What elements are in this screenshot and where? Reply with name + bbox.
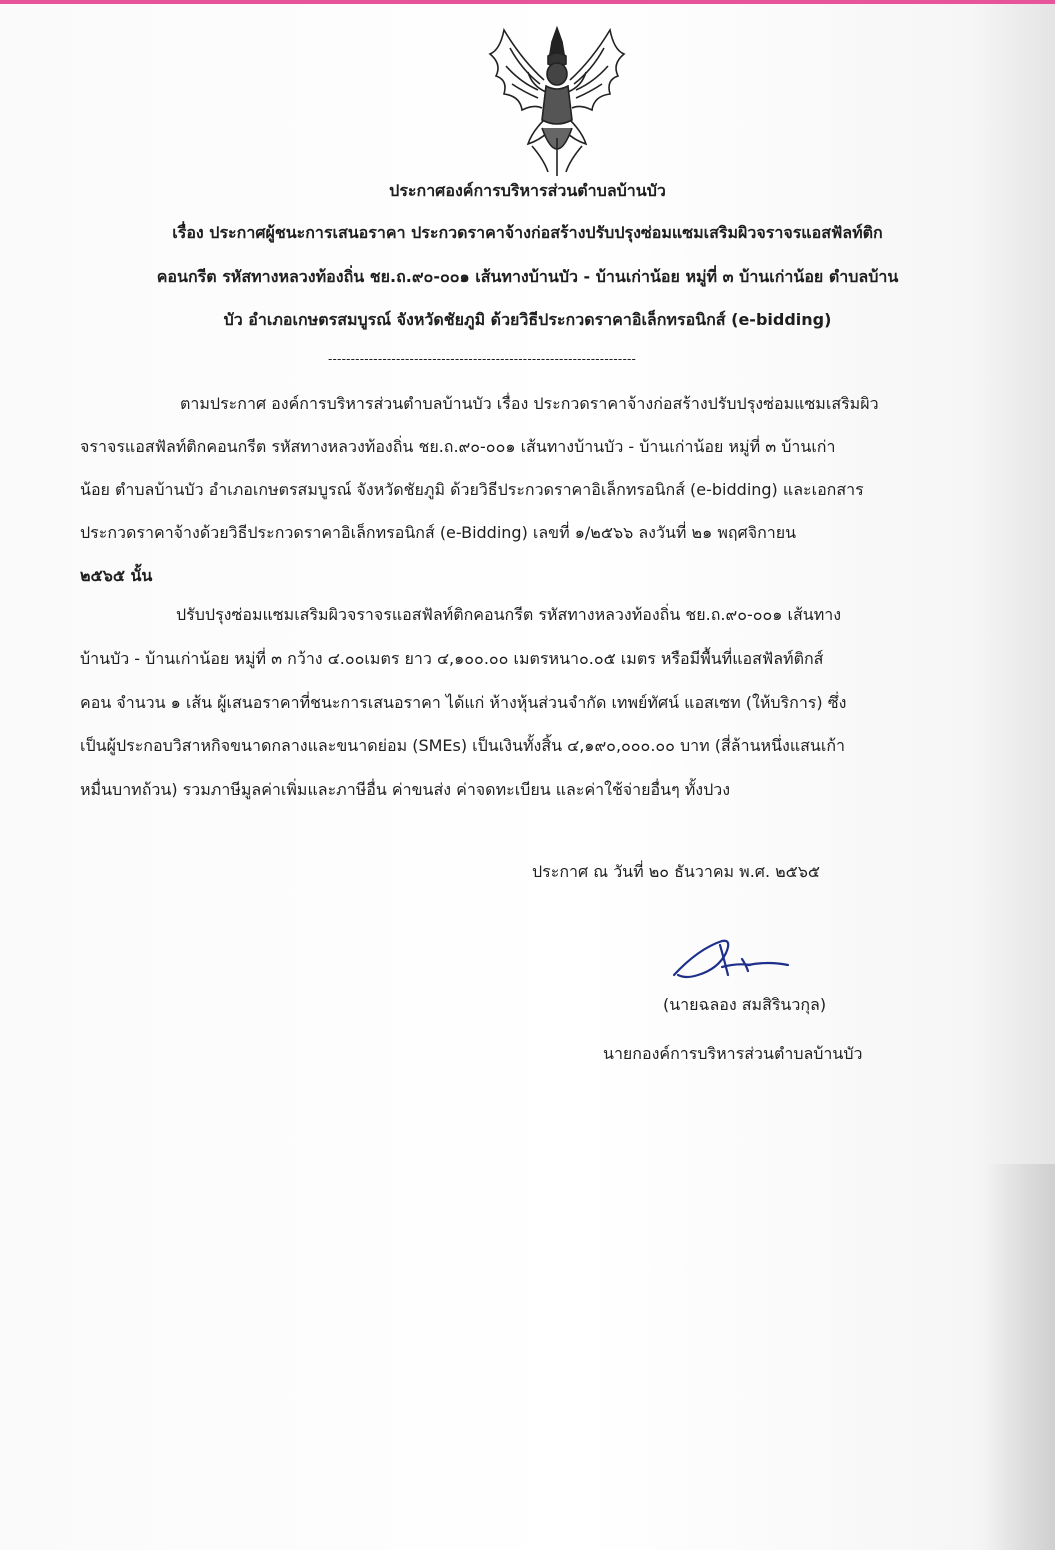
paragraph2-line-1: ปรับปรุงซ่อมแซมเสริมผิวจราจรแอสฟัลท์ติกคอนกรีต รหัสทางหลวงท้องถิ่น ชย.ถ.๙๐-๐๐๑ เส้นทาง: [176, 605, 842, 624]
garuda-emblem-icon: [482, 20, 632, 178]
paragraph1-line-2: จราจรแอสฟัลท์ติกคอนกรีต รหัสทางหลวงท้องถิ่น ชย.ถ.๙๐-๐๐๑ เส้นทางบ้านบัว - บ้านเก่าน้อย หมู่ที่ ๓ บ้านเก่า: [80, 437, 836, 456]
document-page: [0, 4, 1055, 1550]
subject-line-2: คอนกรีต รหัสทางหลวงท้องถิ่น ชย.ถ.๙๐-๐๐๑ เส้นทางบ้านบัว - บ้านเก่าน้อย หมู่ที่ ๓ บ้านเก่าน้อย ตำบลบ้าน: [156, 267, 899, 286]
subject-line-3: บัว อำเภอเกษตรสมบูรณ์ จังหวัดชัยภูมิ ด้วยวิธีประกวดราคาอิเล็กทรอนิกส์ (e-bidding): [223, 310, 832, 329]
signer-name: (นายฉลอง สมสิรินวกุล): [663, 995, 827, 1014]
paragraph2-line-5: หมื่นบาทถ้วน) รวมภาษีมูลค่าเพิ่มและภาษีอื่น ค่าขนส่ง ค่าจดทะเบียน และค่าใช้จ่ายอื่นๆ ทั้งปวง: [80, 780, 731, 799]
paragraph1-line-3: น้อย ตำบลบ้านบัว อำเภอเกษตรสมบูรณ์ จังหวัดชัยภูมิ ด้วยวิธีประกวดราคาอิเล็กทรอนิกส์ (e-bidding) และเอกสาร: [80, 480, 864, 499]
paragraph1-line-1: ตามประกาศ องค์การบริหารส่วนตำบลบ้านบัว เรื่อง ประกวดราคาจ้างก่อสร้างปรับปรุงซ่อมแซมเสริมผิว: [180, 394, 879, 413]
paragraph2-line-3: คอน จำนวน ๑ เส้น ผู้เสนอราคาที่ชนะการเสนอราคา ได้แก่ ห้างหุ้นส่วนจำกัด เทพย์ทัศน์ แอสเซท (ให้บริการ) ซึ่ง: [80, 693, 847, 712]
announcement-date: ประกาศ ณ วันที่ ๒๐ ธันวาคม พ.ศ. ๒๕๖๕: [532, 862, 821, 881]
paragraph1-line-4: ประกวดราคาจ้างด้วยวิธีประกวดราคาอิเล็กทรอนิกส์ (e-Bidding) เลขที่ ๑/๒๕๖๖ ลงวันที่ ๒๑ พฤศจิกายน: [80, 523, 797, 542]
signer-position: นายกองค์การบริหารส่วนตำบลบ้านบัว: [603, 1044, 863, 1063]
paper-shadow: [985, 1164, 1055, 1550]
divider: --------------------------------------------------------------------: [328, 352, 637, 366]
signature-icon: [668, 929, 798, 989]
paragraph2-line-4: เป็นผู้ประกอบวิสาหกิจขนาดกลางและขนาดย่อม (SMEs) เป็นเงินทั้งสิ้น ๔,๑๙๐,๐๐๐.๐๐ บาท (สี่ล้านหนึ่งแสนเก้า: [80, 736, 845, 755]
subject-line-1: เรื่อง ประกาศผู้ชนะการเสนอราคา ประกวดราคาจ้างก่อสร้างปรับปรุงซ่อมแซมเสริมผิวจราจรแอสฟัลท์ติก: [172, 223, 883, 242]
org-title: ประกาศองค์การบริหารส่วนตำบลบ้านบัว: [389, 181, 666, 200]
paragraph2-line-2: บ้านบัว - บ้านเก่าน้อย หมู่ที่ ๓ กว้าง ๔.๐๐เมตร ยาว ๔,๑๐๐.๐๐ เมตรหนา๐.๐๕ เมตร หรือมีพื้นที่แอสฟัลท์ติกส์: [80, 649, 824, 668]
paragraph1-line-5: ๒๕๖๕ นั้น: [80, 566, 153, 585]
